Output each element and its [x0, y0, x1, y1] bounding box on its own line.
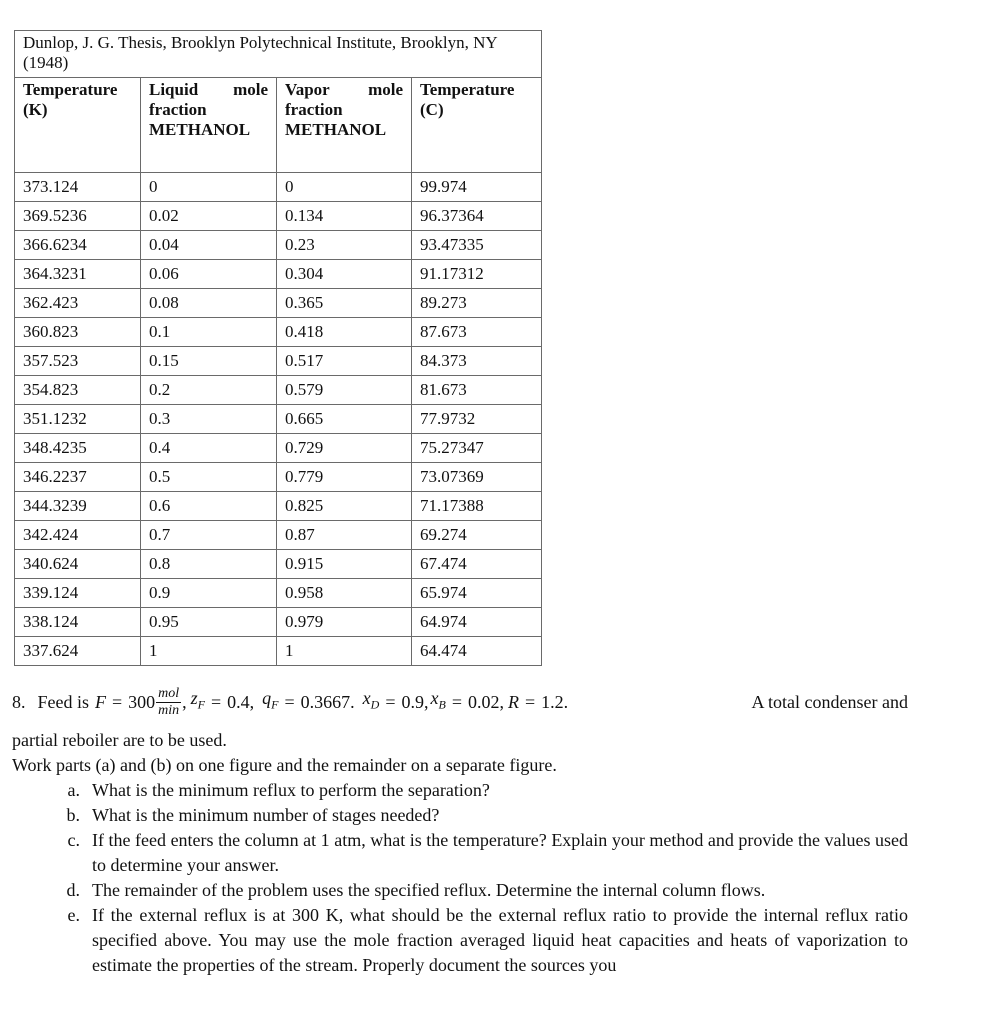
- table-cell: 0: [277, 173, 412, 202]
- table-cell: 0.979: [277, 608, 412, 637]
- table-cell: 0.825: [277, 492, 412, 521]
- table-row: [15, 637, 542, 666]
- table-cell: 0.2: [141, 376, 277, 405]
- part-text: The remainder of the problem uses the specified reflux. Determine the internal column flows.: [92, 880, 766, 900]
- table-cell: 373.124: [15, 173, 141, 202]
- problem-part: [12, 778, 908, 803]
- header-line: (C): [420, 100, 444, 119]
- table-header-row: [15, 78, 542, 173]
- table-cell: 364.3231: [15, 260, 141, 289]
- table-cell: 0.02: [141, 202, 277, 231]
- xb-value: 0.02,: [468, 691, 504, 712]
- table-row: [15, 347, 542, 376]
- problem-parts-list: [12, 778, 908, 978]
- table-cell: 342.424: [15, 521, 141, 550]
- table-cell: 65.974: [412, 579, 542, 608]
- problem-8: [12, 676, 908, 978]
- problem-part: [12, 903, 908, 978]
- unit-numerator: mol: [158, 685, 180, 701]
- table-row: [15, 173, 542, 202]
- table-cell: 64.974: [412, 608, 542, 637]
- table-cell: 91.17312: [412, 260, 542, 289]
- table-cell: 340.624: [15, 550, 141, 579]
- table-row: [15, 434, 542, 463]
- table-cell: 0.9: [141, 579, 277, 608]
- part-letter: c.: [67, 830, 80, 850]
- column-header-3: [277, 78, 412, 173]
- table-cell: 81.673: [412, 376, 542, 405]
- table-cell: 73.07369: [412, 463, 542, 492]
- table-cell: 348.4235: [15, 434, 141, 463]
- unit-denominator: min: [158, 702, 180, 718]
- table-cell: 96.37364: [412, 202, 542, 231]
- table-cell: 0.7: [141, 521, 277, 550]
- table-cell: 67.474: [412, 550, 542, 579]
- table-row: [15, 521, 542, 550]
- table-cell: 0.1: [141, 318, 277, 347]
- table-cell: 0: [141, 173, 277, 202]
- table-cell: 71.17388: [412, 492, 542, 521]
- feed-rate: 300: [128, 691, 156, 712]
- part-text: What is the minimum number of stages needed?: [92, 805, 440, 825]
- table-cell: 0.3: [141, 405, 277, 434]
- table-cell: 338.124: [15, 608, 141, 637]
- header-line: Vapor mole: [285, 80, 403, 99]
- table-cell: 0.958: [277, 579, 412, 608]
- part-text: If the external reflux is at 300 K, what should be the external reflux ratio to provide the internal reflux ratio specified above. You may use the mole fraction averaged liquid heat capacities and heats of vaporization to estimate the properties of the stream. Properly document the sources you: [92, 905, 908, 975]
- table-cell: 0.5: [141, 463, 277, 492]
- table-row: [15, 289, 542, 318]
- table-cell: 69.274: [412, 521, 542, 550]
- table-cell: 366.6234: [15, 231, 141, 260]
- table-cell: 0.365: [277, 289, 412, 318]
- problem-part: [12, 878, 908, 903]
- table-row: [15, 492, 542, 521]
- table-cell: 0.04: [141, 231, 277, 260]
- header-line: METHANOL: [285, 120, 387, 139]
- part-text: If the feed enters the column at 1 atm, what is the temperature? Explain your method and provide the values used to determine your answer.: [92, 830, 908, 875]
- header-line: (K): [23, 100, 48, 119]
- table-cell: 1: [141, 637, 277, 666]
- header-line: Temperature: [420, 80, 515, 99]
- table-row: [15, 202, 542, 231]
- table-cell: 93.47335: [412, 231, 542, 260]
- table-cell: 0.15: [141, 347, 277, 376]
- feed-intro: Feed is: [37, 691, 89, 712]
- table-cell: 339.124: [15, 579, 141, 608]
- problem-number: 8.: [12, 691, 26, 712]
- table-cell: 351.1232: [15, 405, 141, 434]
- qf-value: 0.3667.: [300, 691, 355, 712]
- feed-rate-unit: [156, 686, 181, 719]
- table-row: [15, 463, 542, 492]
- table-cell: 0.95: [141, 608, 277, 637]
- table-cell: 354.823: [15, 376, 141, 405]
- part-letter: d.: [66, 880, 80, 900]
- table-cell: 346.2237: [15, 463, 141, 492]
- zf-value: 0.4,: [227, 691, 255, 712]
- table-cell: 75.27347: [412, 434, 542, 463]
- part-letter: e.: [67, 905, 80, 925]
- header-line: Liquid mole: [149, 80, 268, 99]
- column-header-2: [141, 78, 277, 173]
- table-cell: 0.08: [141, 289, 277, 318]
- table-row: [15, 579, 542, 608]
- table-cell: 344.3239: [15, 492, 141, 521]
- header-line: Temperature: [23, 80, 118, 99]
- table-cell: 87.673: [412, 318, 542, 347]
- table-cell: 0.779: [277, 463, 412, 492]
- table-cell: 0.87: [277, 521, 412, 550]
- table-cell: 0.729: [277, 434, 412, 463]
- table-row: [15, 376, 542, 405]
- table-cell: 0.6: [141, 492, 277, 521]
- table-cell: 337.624: [15, 637, 141, 666]
- table-cell: 0.665: [277, 405, 412, 434]
- header-line: fraction: [285, 100, 343, 119]
- table-cell: 0.418: [277, 318, 412, 347]
- table-row: [15, 550, 542, 579]
- table-row: [15, 260, 542, 289]
- reflux-value: 1.2.: [541, 691, 569, 712]
- header-line: fraction: [149, 100, 207, 119]
- column-header-1: [15, 78, 141, 173]
- column-header-4: [412, 78, 542, 173]
- table-cell: 0.06: [141, 260, 277, 289]
- part-letter: a.: [67, 780, 80, 800]
- table-cell: 0.8: [141, 550, 277, 579]
- table-cell: 0.915: [277, 550, 412, 579]
- table-cell: 0.579: [277, 376, 412, 405]
- table-cell: 0.134: [277, 202, 412, 231]
- table-row: [15, 405, 542, 434]
- problem-statement-line2: partial reboiler are to be used.: [12, 730, 227, 750]
- table-body: [15, 173, 542, 666]
- xd-value: 0.9,: [401, 691, 429, 712]
- table-row: [15, 608, 542, 637]
- problem-instruction: Work parts (a) and (b) on one figure and the remainder on a separate figure.: [12, 755, 557, 775]
- table-row: [15, 231, 542, 260]
- table-cell: 0.304: [277, 260, 412, 289]
- table-cell: 89.273: [412, 289, 542, 318]
- table-row: [15, 318, 542, 347]
- table-cell: 99.974: [412, 173, 542, 202]
- header-line: METHANOL: [149, 120, 251, 139]
- table-cell: 360.823: [15, 318, 141, 347]
- table-cell: 0.517: [277, 347, 412, 376]
- table-cell: 357.523: [15, 347, 141, 376]
- table-cell: 77.9732: [412, 405, 542, 434]
- problem-statement-line1: 8. Feed is F = 300 $\frac{\text{mol}}{\min}$ , $z_F$ = 0.4, $q_F$ = 0.3667. $x_D$ = 0.9, $x_B$ = 0.02, R = 1.2. A total condenser and: [12, 685, 908, 718]
- problem-part: [12, 803, 908, 828]
- problem-part: [12, 828, 908, 878]
- table-cell: 0.23: [277, 231, 412, 260]
- table-cell: 1: [277, 637, 412, 666]
- table-cell: 362.423: [15, 289, 141, 318]
- part-letter: b.: [66, 805, 80, 825]
- part-text: What is the minimum reflux to perform the separation?: [92, 780, 490, 800]
- table-cell: 84.373: [412, 347, 542, 376]
- table-cell: 64.474: [412, 637, 542, 666]
- table-cell: 369.5236: [15, 202, 141, 231]
- vle-data-table: [14, 30, 542, 666]
- table-cell: 0.4: [141, 434, 277, 463]
- table-caption: Dunlop, J. G. Thesis, Brooklyn Polytechnical Institute, Brooklyn, NY (1948): [15, 31, 542, 78]
- line1-tail: A total condenser and: [751, 691, 908, 712]
